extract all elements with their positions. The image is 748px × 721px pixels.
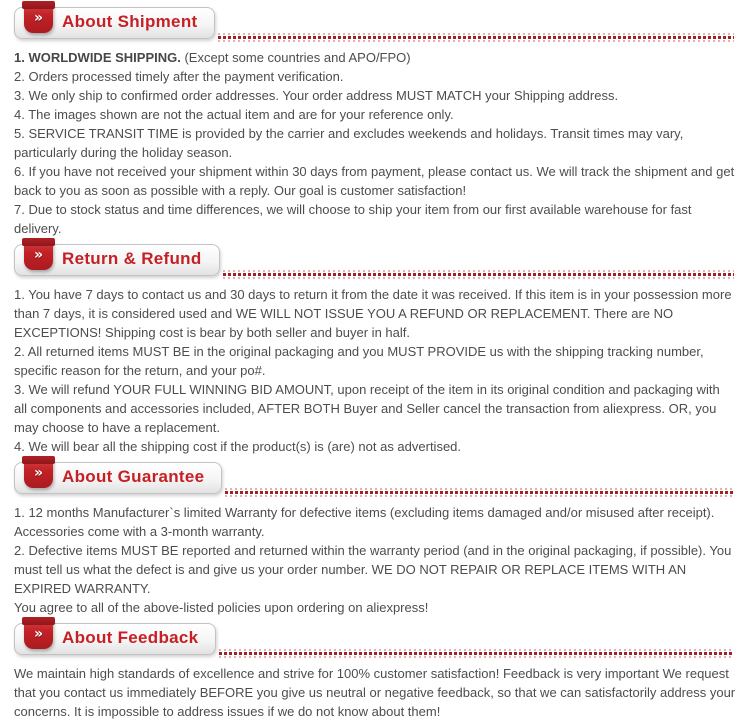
section-title-button xyxy=(14,244,220,276)
section-header xyxy=(14,623,736,655)
dotted-separator xyxy=(218,32,734,42)
double-chevron-icon: » xyxy=(33,465,44,481)
double-chevron-icon: » xyxy=(33,10,44,26)
policy-item: 1. WORLDWIDE SHIPPING. (Except some countries and APO/FPO) xyxy=(14,50,411,65)
section-about-guarantee xyxy=(14,462,736,617)
double-chevron-icon: » xyxy=(33,626,44,642)
dotted-separator xyxy=(225,487,734,497)
section-body xyxy=(14,48,736,238)
section-about-feedback xyxy=(14,623,736,721)
policy-item: 5. SERVICE TRANSIT TIME is provided by the carrier and excludes weekends and holidays. Transit times may vary, particularly during the holiday season. xyxy=(14,126,684,160)
policy-item: 3. We will refund YOUR FULL WINNING BID AMOUNT, upon receipt of the item in its original condition and packaging with all components and accessories included, AFTER BOTH Buyer and Seller cancel the transaction from aliexpress. OR, you may choose to have a replacement. xyxy=(14,382,720,435)
policy-item: 4. The images shown are not the actual item and are for your reference only. xyxy=(14,107,454,122)
section-header xyxy=(14,462,736,494)
policy-item: 1. You have 7 days to contact us and 30 days to return it from the date it was received. If this item is in your possession more than 7 days, it is considered used and WE WILL NOT ISSUE YOU A REFUND OR REPLACEMENT. There are NO EXCEPTIONS! Shipping cost is bear by both seller and buyer in half. xyxy=(14,287,732,340)
section-title: About Guarantee xyxy=(62,467,205,486)
section-body xyxy=(14,503,736,617)
policy-item: 3. We only ship to confirmed order addresses. Your order address MUST MATCH your Shipping address. xyxy=(14,88,619,103)
section-body xyxy=(14,285,736,456)
policy-item: 4. We will bear all the shipping cost if the product(s) is (are) not as advertised. xyxy=(14,439,462,454)
section-return-refund xyxy=(14,244,736,456)
policy-item: 2. All returned items MUST BE in the original packaging and you MUST PROVIDE us with the shipping tracking number, specific reason for the return, and your po#. xyxy=(14,344,704,378)
ribbon-badge-icon xyxy=(24,617,53,649)
ribbon-badge-icon xyxy=(24,1,53,33)
double-chevron-icon: » xyxy=(33,247,44,263)
policy-item: We maintain high standards of excellence and strive for 100% customer satisfaction! Feedback is very important We request that you contact us immediately BEFORE you give us neutral or negative feedback, so that we can satisfactorily address your concerns. It is impossible to address issues if we do not know about them! xyxy=(14,666,736,719)
section-title: About Feedback xyxy=(62,628,199,647)
policy-item: You agree to all of the above-listed policies upon ordering on aliexpress! xyxy=(14,600,429,615)
section-title-button xyxy=(14,7,215,39)
ribbon-badge-icon xyxy=(24,456,53,488)
policy-item: 2. Orders processed timely after the payment verification. xyxy=(14,69,344,84)
section-header xyxy=(14,244,736,276)
section-about-shipment xyxy=(14,7,736,238)
policy-item: 2. Defective items MUST BE reported and returned within the warranty period (and in the original packaging, if possible). You must tell us what the defect is and give us your order number. WE DO NOT REPAIR OR REPLACE ITEMS WITH AN EXPIRED WARRANTY. xyxy=(14,543,732,596)
policy-item: 6. If you have not received your shipment within 30 days from payment, please contact us. We will track the shipment and get back to you as soon as possible with a reply. Our goal is customer satisfaction! xyxy=(14,164,735,198)
section-title-button xyxy=(14,623,216,655)
section-title: About Shipment xyxy=(62,12,198,31)
dotted-separator xyxy=(219,648,734,658)
policy-item: 1. 12 months Manufacturer`s limited Warranty for defective items (excluding items damaged and/or misused after receipt). Accessories come with a 3-month warranty. xyxy=(14,505,715,539)
dotted-separator xyxy=(223,269,734,279)
section-title-button xyxy=(14,462,222,494)
section-header xyxy=(14,7,736,39)
policy-item: 7. Due to stock status and time differences, we will choose to ship your item from our first available warehouse for fast delivery. xyxy=(14,202,692,236)
section-title: Return & Refund xyxy=(62,249,202,268)
ribbon-badge-icon xyxy=(24,238,53,270)
section-body xyxy=(14,664,736,721)
